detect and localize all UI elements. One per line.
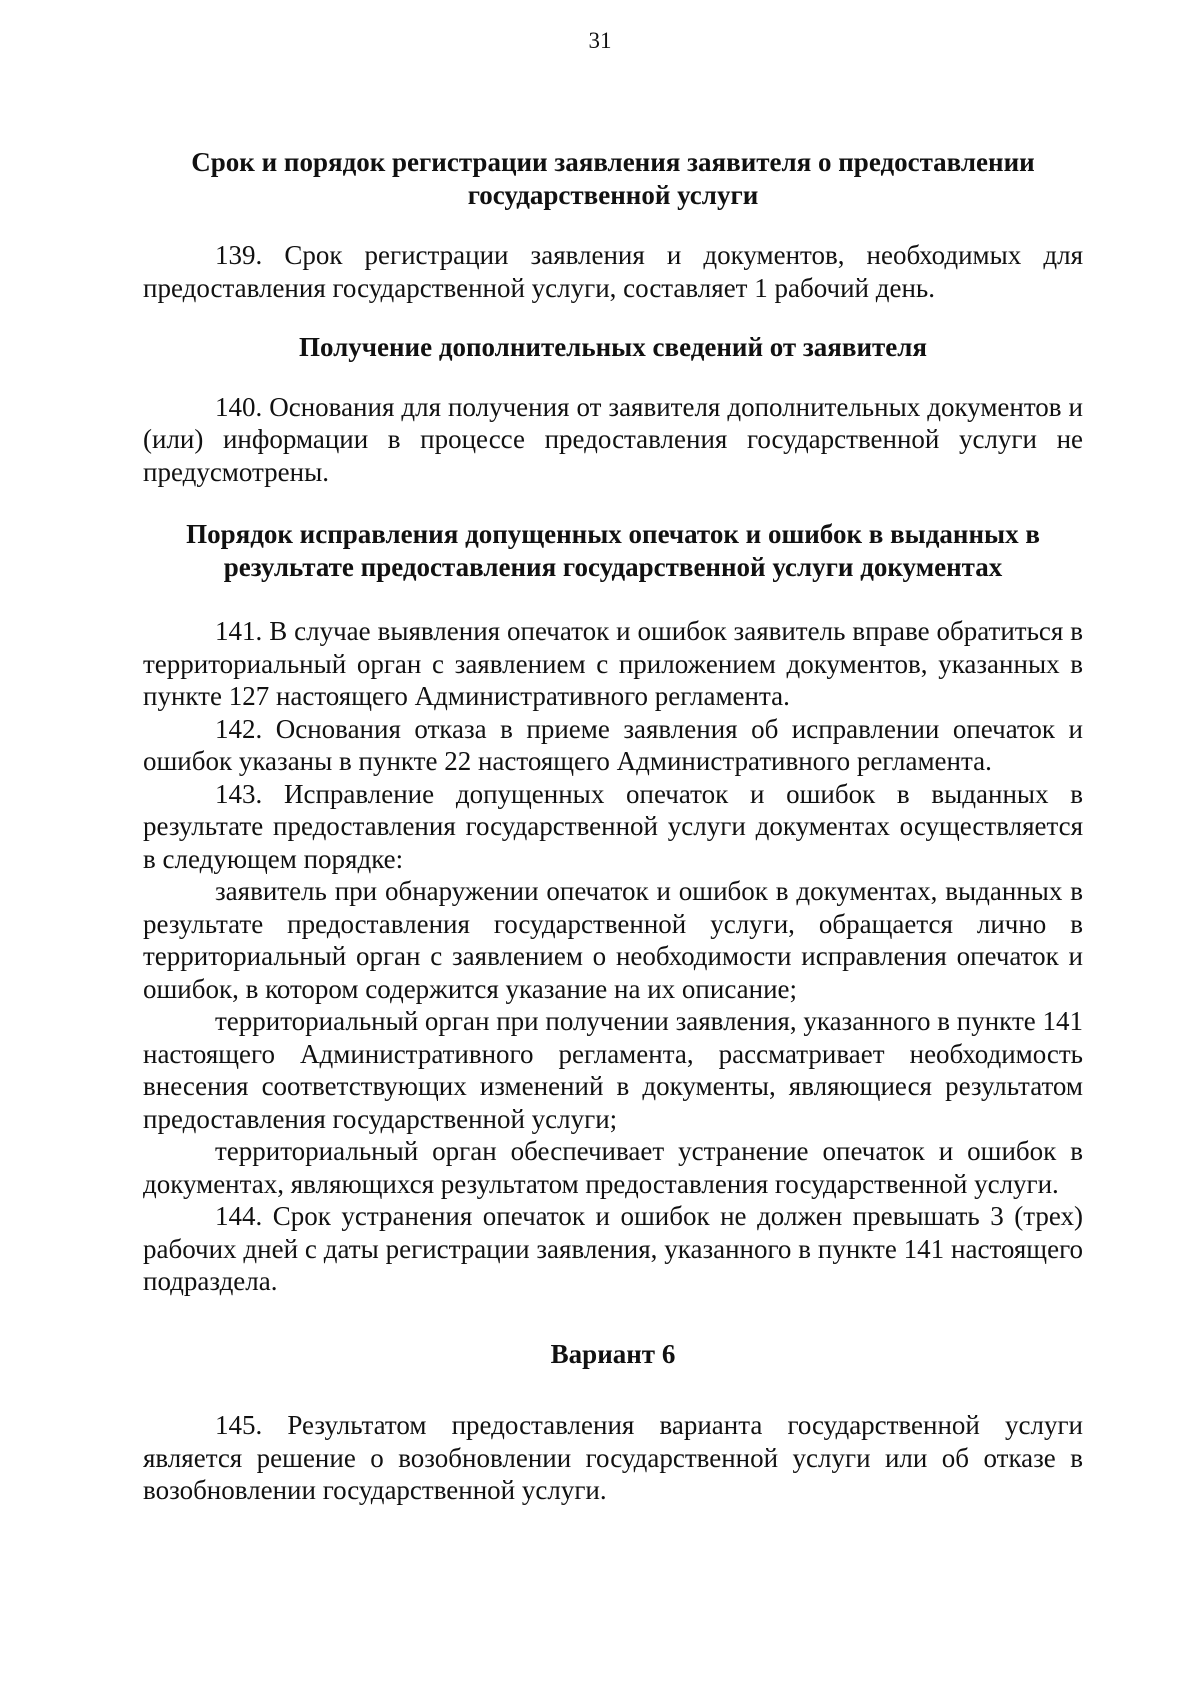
paragraph-142: 142. Основания отказа в приеме заявления об исправлении опечаток и ошибок указаны в пункте 22 настоящего Административного регламента. xyxy=(143,713,1083,776)
paragraph-143-item-c: территориальный орган обеспечивает устранение опечаток и ошибок в документах, являющихся результатом предоставления государственной услуги. xyxy=(143,1136,1083,1199)
paragraph-139: 139. Срок регистрации заявления и документов, необходимых для предоставления государственной услуги, составляет 1 рабочий день. xyxy=(143,240,1083,303)
paragraph-143-item-b: территориальный орган при получении заявления, указанного в пункте 141 настоящего Административного регламента, рассматривает необходимость внесения соответствующих изменений в документы, являющиеся результатом предоставления государственной услуги; xyxy=(143,1006,1083,1134)
section-heading-additional-info: Получение дополнительных сведений от заявителя xyxy=(298,332,928,362)
paragraph-143-item-a: заявитель при обнаружении опечаток и ошибок в документах, выданных в результате предоставления государственной услуги, обращается лично в территориальный орган с заявлением о необходимости исправления опечаток и ошибок, в котором содержится указание на их описание; xyxy=(143,876,1083,1004)
page-content xyxy=(143,146,1083,1507)
paragraph-145: 145. Результатом предоставления варианта государственной услуги является решение о возобновлении государственной услуги или об отказе в возобновлении государственной услуги. xyxy=(143,1410,1083,1505)
paragraph-141: 141. В случае выявления опечаток и ошибок заявитель вправе обратиться в территориальный орган с заявлением с приложением документов, указанных в пункте 127 настоящего Административного регламента. xyxy=(143,616,1083,711)
section-heading-variant-6: Вариант 6 xyxy=(550,1338,676,1369)
page-number: 31 xyxy=(588,28,612,53)
paragraph-143: 143. Исправление допущенных опечаток и ошибок в выданных в результате предоставления государственной услуги документах осуществляется в следующем порядке: xyxy=(143,778,1083,874)
paragraph-144: 144. Срок устранения опечаток и ошибок не должен превышать 3 (трех) рабочих дней с даты регистрации заявления, указанного в пункте 141 настоящего подраздела. xyxy=(143,1201,1083,1296)
section-heading-registration: Срок и порядок регистрации заявления заявителя о предоставлении государственной услуги xyxy=(191,147,1035,210)
section-heading-corrections: Порядок исправления допущенных опечаток и ошибок в выданных в результате предоставления государственной услуги документах xyxy=(186,519,1040,582)
paragraph-140: 140. Основания для получения от заявителя дополнительных документов и (или) информации в процессе предоставления государственной услуги не предусмотрены. xyxy=(143,391,1083,487)
